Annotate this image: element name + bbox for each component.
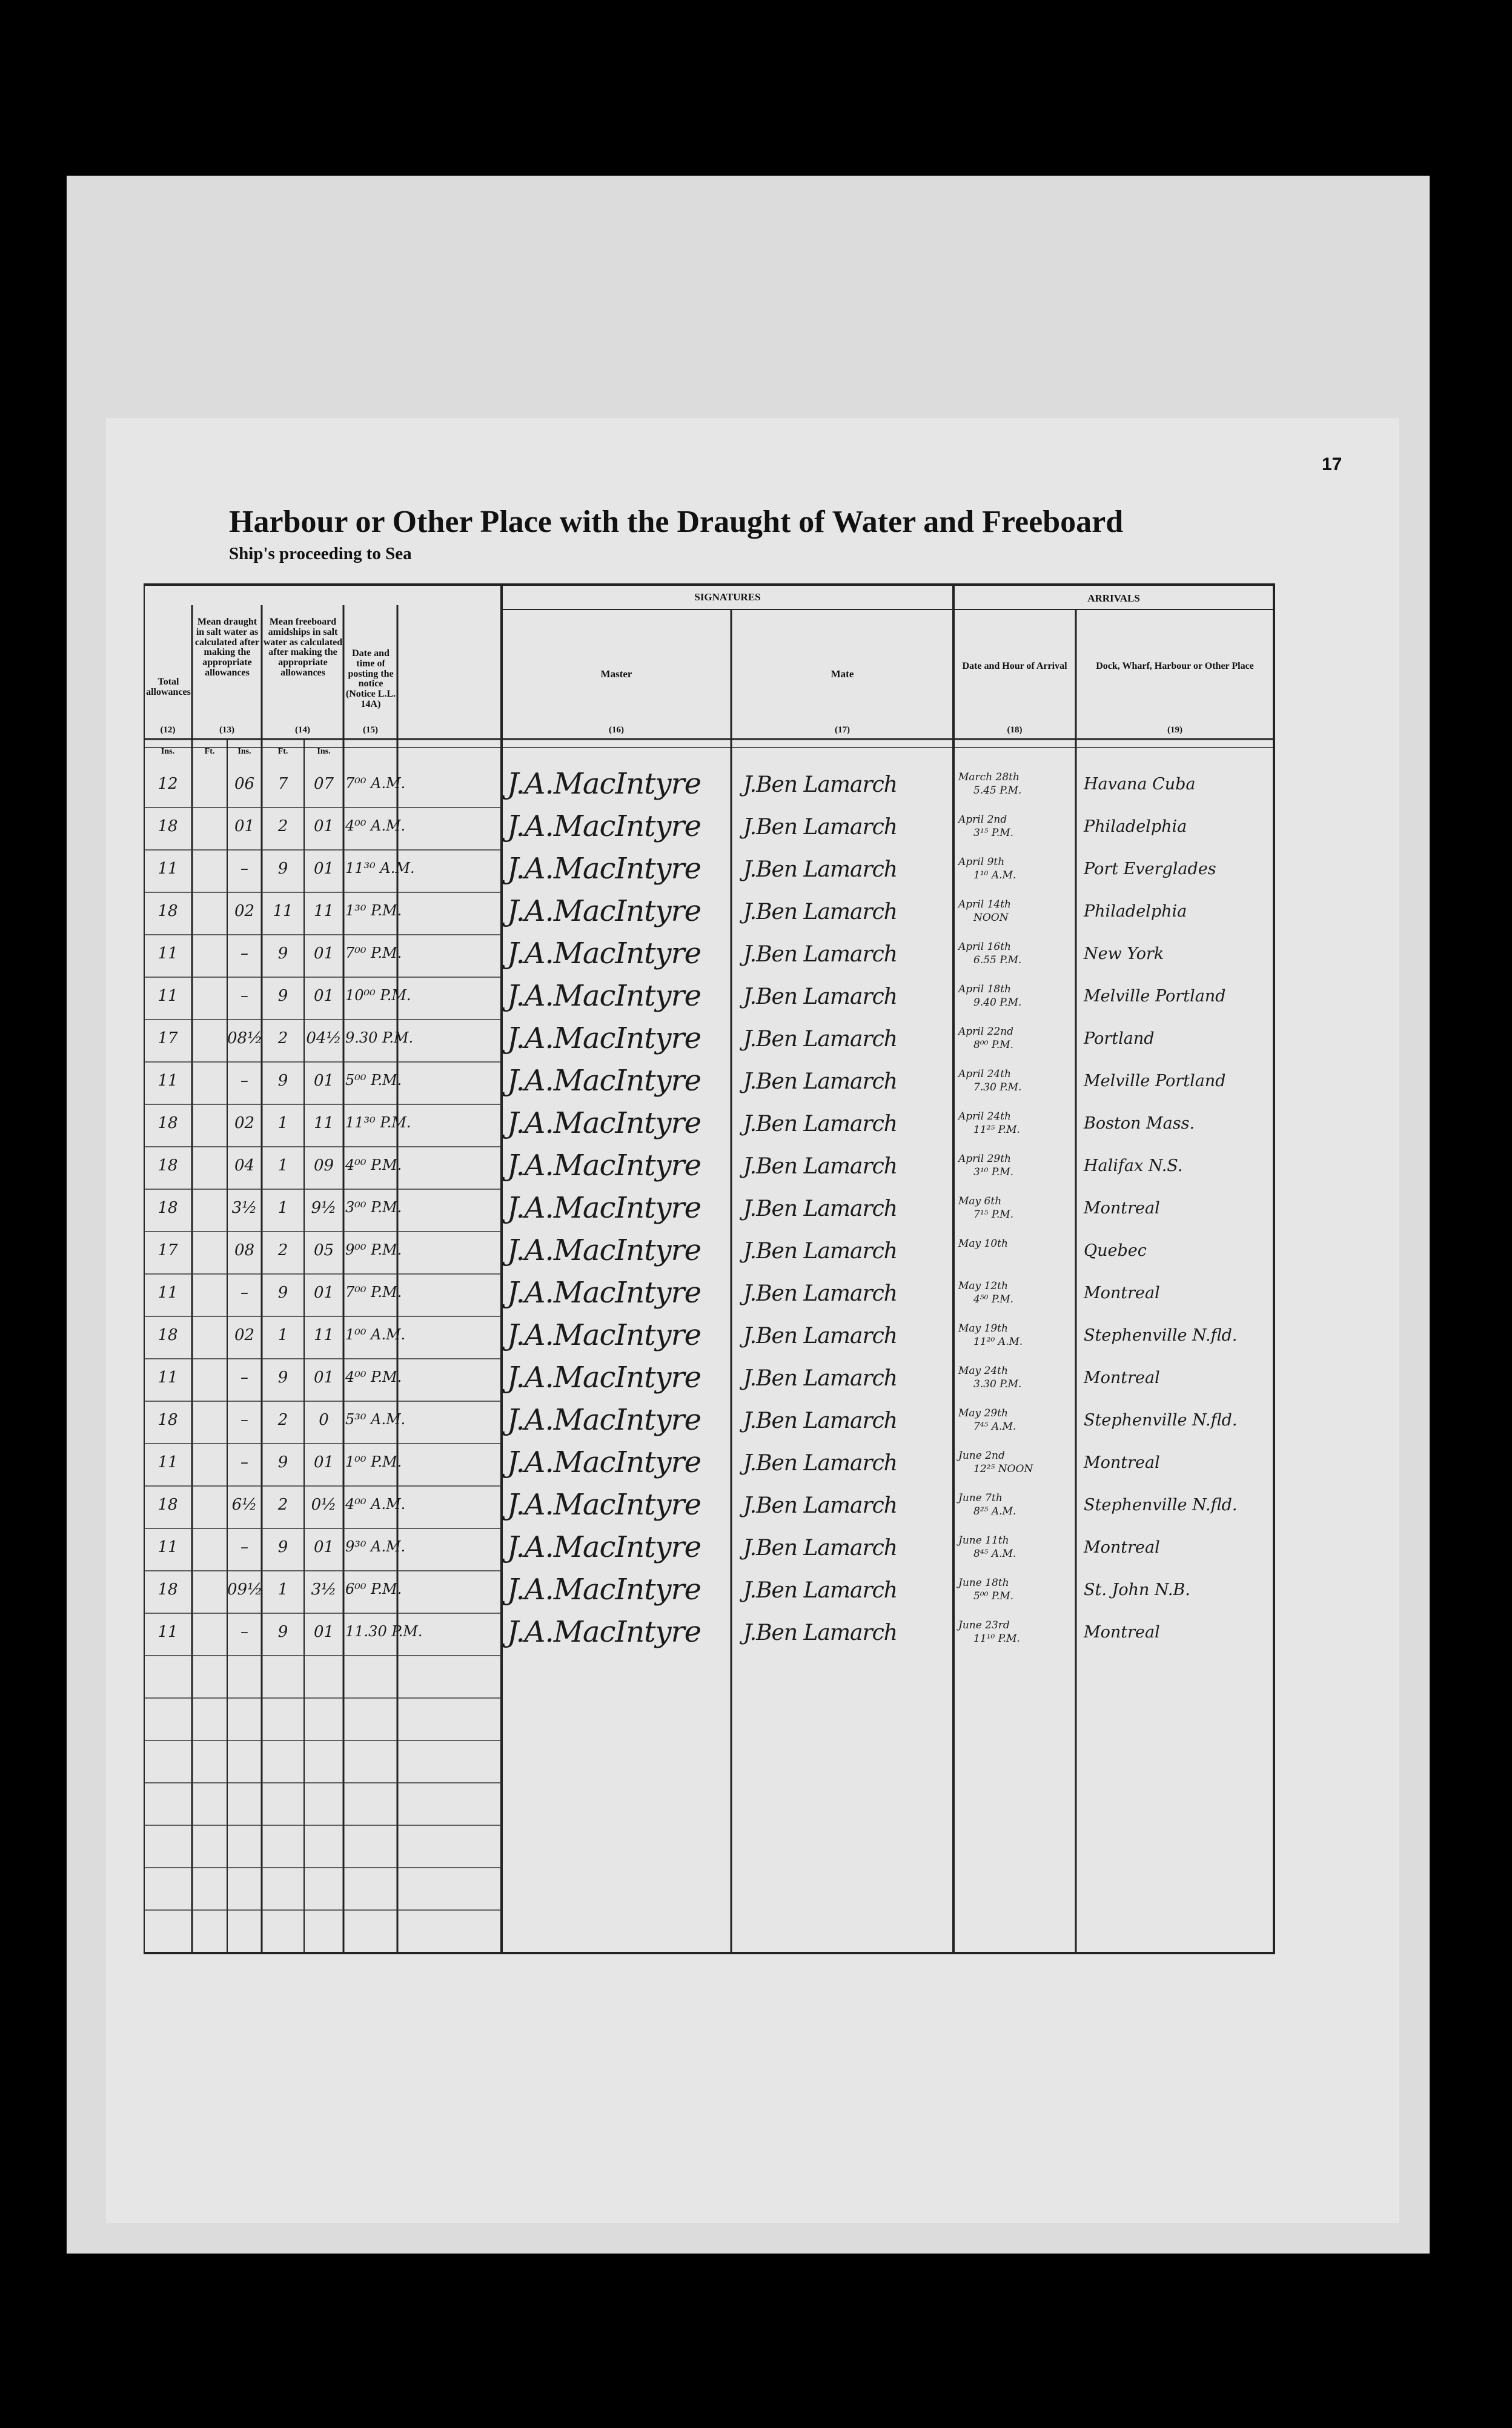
master-signature: J.A.MacIntyre (507, 1573, 701, 1607)
freeboard-ft-cell: 9 (277, 987, 288, 1005)
arrival-place-cell: Montreal (1084, 1453, 1160, 1472)
draught-cell: – (240, 1453, 248, 1471)
column-number: (19) (1167, 725, 1182, 735)
freeboard-ins-cell: 0 (319, 1411, 329, 1429)
arrival-date-cell: May 19th (958, 1322, 1008, 1335)
mate-signature: J.Ben Lamarch (743, 1620, 897, 1645)
arrival-place-cell: Havana Cuba (1084, 775, 1196, 794)
freeboard-ins-cell: 11 (313, 1326, 334, 1344)
freeboard-ins-cell: 01 (313, 860, 334, 878)
master-header: Master (600, 668, 632, 680)
page-title: Harbour or Other Place with the Draught of Water and Freeboard (229, 505, 1124, 539)
posting-time-cell: 9⁰⁰ P.M. (345, 1241, 402, 1258)
posting-time-cell: 4⁰⁰ P.M. (345, 1156, 402, 1173)
freeboard-ft-cell: 1 (277, 1581, 288, 1599)
total-allowances-header: Total allowances (146, 677, 191, 697)
freeboard-ft-cell: 7 (277, 775, 288, 793)
unit-label: Ins. (237, 747, 251, 756)
draught-cell: 3½ (231, 1199, 257, 1217)
posting-time-cell: 7⁰⁰ P.M. (345, 944, 402, 961)
arrival-place-cell: Quebec (1084, 1241, 1147, 1260)
draught-cell: – (240, 944, 248, 963)
arrival-date-cell: May 29th (958, 1407, 1008, 1419)
mate-signature: J.Ben Lamarch (743, 1578, 897, 1603)
signatures-header: SIGNATURES (694, 591, 761, 603)
master-signature: J.A.MacIntyre (507, 1615, 701, 1649)
master-signature: J.A.MacIntyre (507, 1021, 701, 1055)
mate-signature: J.Ben Lamarch (743, 1281, 897, 1306)
freeboard-ins-cell: 11 (313, 902, 334, 920)
master-signature: J.A.MacIntyre (507, 809, 701, 843)
arrival-date-cell: June 7th (958, 1492, 1003, 1504)
total-allowance-cell: 11 (158, 1284, 178, 1302)
arrival-hour-cell: 3¹⁰ P.M. (973, 1166, 1014, 1178)
posting-time-cell: 10⁰⁰ P.M. (345, 987, 411, 1004)
total-allowance-cell: 18 (158, 1199, 178, 1217)
freeboard-ft-cell: 1 (277, 1156, 288, 1175)
column-number: (15) (363, 725, 378, 735)
total-allowance-cell: 18 (158, 1411, 178, 1429)
master-signature: J.A.MacIntyre (507, 1106, 701, 1140)
posting-time-cell: 9.30 P.M. (345, 1029, 414, 1046)
freeboard-ins-cell: 09 (313, 1156, 334, 1175)
master-signature: J.A.MacIntyre (507, 1488, 701, 1522)
total-allowance-cell: 12 (158, 775, 178, 793)
arrival-hour-cell: 8⁴⁵ A.M. (973, 1548, 1016, 1560)
draught-cell: – (240, 1284, 248, 1302)
mate-signature: J.Ben Lamarch (743, 942, 897, 967)
freeboard-ft-cell: 9 (277, 1284, 288, 1302)
draught-cell: 08 (234, 1241, 255, 1259)
master-signature: J.A.MacIntyre (507, 1530, 701, 1564)
draught-cell: – (240, 987, 248, 1005)
arrival-hour-cell: 11²⁰ A.M. (973, 1336, 1023, 1348)
posting-time-cell: 4⁰⁰ P.M. (345, 1368, 402, 1385)
freeboard-ins-cell: 01 (313, 1623, 334, 1641)
total-allowance-cell: 17 (158, 1241, 178, 1259)
arrival-date-cell: April 22nd (958, 1026, 1014, 1038)
arrival-hour-cell: 8²⁵ A.M. (973, 1505, 1016, 1518)
arrival-date-cell: June 2nd (958, 1450, 1005, 1462)
freeboard-ins-cell: 01 (313, 1453, 334, 1471)
arrival-place-cell: Montreal (1084, 1538, 1160, 1557)
total-allowance-cell: 18 (158, 1496, 178, 1514)
freeboard-ft-cell: 9 (277, 1368, 288, 1387)
column-number: (16) (609, 725, 624, 735)
posting-time-cell: 11.30 P.M. (345, 1623, 423, 1640)
draught-cell: 08½ (227, 1029, 263, 1047)
total-allowance-cell: 11 (158, 1072, 178, 1090)
master-signature: J.A.MacIntyre (507, 1064, 701, 1098)
posting-time-cell: 5⁰⁰ P.M. (345, 1072, 402, 1089)
arrival-hour-cell: 4⁵⁰ P.M. (973, 1293, 1014, 1305)
master-signature: J.A.MacIntyre (507, 852, 701, 886)
mean-freeboard-header: Mean freeboard amidships in salt water as calculated after making the appropriate allowances (263, 617, 343, 678)
draught-cell: – (240, 1538, 248, 1556)
arrival-hour-cell: 7.30 P.M. (973, 1081, 1022, 1093)
arrival-date-cell: May 6th (958, 1195, 1002, 1207)
log-table (144, 583, 1275, 1955)
freeboard-ft-cell: 2 (277, 1241, 288, 1259)
posting-time-cell: 11³⁰ A.M. (345, 860, 415, 877)
arrival-date-cell: April 29th (958, 1153, 1011, 1165)
arrival-hour-cell: 6.55 P.M. (973, 954, 1022, 966)
freeboard-ft-cell: 1 (277, 1114, 288, 1132)
master-signature: J.A.MacIntyre (507, 1361, 701, 1395)
total-allowance-cell: 11 (158, 860, 178, 878)
arrival-date-cell: April 16th (958, 941, 1011, 953)
mate-signature: J.Ben Lamarch (743, 1112, 897, 1136)
total-allowance-cell: 11 (158, 1623, 178, 1641)
column-number: (12) (160, 725, 176, 735)
freeboard-ins-cell: 01 (313, 987, 334, 1005)
posting-time-cell: 1³⁰ P.M. (345, 902, 402, 919)
master-signature: J.A.MacIntyre (507, 1233, 701, 1267)
posting-time-cell: 4⁰⁰ A.M. (345, 1496, 406, 1513)
arrival-date-cell: April 18th (958, 983, 1011, 995)
freeboard-ins-cell: 3½ (311, 1581, 337, 1599)
freeboard-ins-cell: 01 (313, 944, 334, 963)
arrival-date-cell: April 24th (958, 1110, 1011, 1123)
mate-signature: J.Ben Lamarch (743, 1536, 897, 1561)
mate-signature: J.Ben Lamarch (743, 1239, 897, 1264)
master-signature: J.A.MacIntyre (507, 894, 701, 928)
arrival-date-cell: April 24th (958, 1068, 1011, 1080)
arrivals-header: ARRIVALS (1087, 592, 1140, 604)
master-signature: J.A.MacIntyre (507, 1445, 701, 1479)
arrival-place-cell: Halifax N.S. (1084, 1156, 1183, 1175)
draught-cell: – (240, 1623, 248, 1641)
freeboard-ft-cell: 1 (277, 1326, 288, 1344)
date-hour-arrival-header: Date and Hour of Arrival (962, 661, 1067, 671)
draught-cell: 04 (234, 1156, 255, 1175)
master-signature: J.A.MacIntyre (507, 1403, 701, 1437)
arrival-place-cell: Montreal (1084, 1199, 1160, 1218)
arrival-hour-cell: 7¹⁵ P.M. (973, 1209, 1014, 1221)
draught-cell: – (240, 1368, 248, 1387)
total-allowance-cell: 17 (158, 1029, 178, 1047)
freeboard-ft-cell: 2 (277, 1496, 288, 1514)
freeboard-ins-cell: 0½ (311, 1496, 337, 1514)
freeboard-ft-cell: 9 (277, 1623, 288, 1641)
arrival-place-cell: Portland (1084, 1029, 1155, 1048)
mate-signature: J.Ben Lamarch (743, 1493, 897, 1518)
arrival-place-cell: Stephenville N.fld. (1084, 1326, 1238, 1345)
total-allowance-cell: 18 (158, 1581, 178, 1599)
arrival-hour-cell: 3¹⁵ P.M. (973, 827, 1014, 839)
mate-signature: J.Ben Lamarch (743, 984, 897, 1009)
column-number: (18) (1007, 725, 1023, 735)
arrival-date-cell: June 23rd (958, 1619, 1010, 1631)
arrival-hour-cell: 8⁰⁰ P.M. (973, 1039, 1014, 1051)
arrival-date-cell: April 2nd (958, 814, 1007, 826)
mate-signature: J.Ben Lamarch (743, 1366, 897, 1391)
draught-cell: 6½ (231, 1496, 257, 1514)
master-signature: J.A.MacIntyre (507, 1191, 701, 1225)
arrival-place-cell: Melville Portland (1084, 1072, 1226, 1090)
arrival-date-cell: April 9th (958, 856, 1005, 868)
draught-cell: 01 (234, 817, 255, 835)
posting-time-cell: 7⁰⁰ A.M. (345, 775, 406, 792)
freeboard-ins-cell: 01 (313, 1072, 334, 1090)
freeboard-ft-cell: 2 (277, 817, 288, 835)
arrival-place-cell: Stephenville N.fld. (1084, 1411, 1238, 1430)
freeboard-ft-cell: 9 (277, 1538, 288, 1556)
arrival-date-cell: June 18th (958, 1577, 1009, 1589)
total-allowance-cell: 18 (158, 817, 178, 835)
arrival-hour-cell: 1¹⁰ A.M. (973, 869, 1016, 881)
arrival-date-cell: May 10th (958, 1238, 1008, 1250)
dock-wharf-header: Dock, Wharf, Harbour or Other Place (1096, 661, 1254, 671)
unit-label: Ins. (161, 747, 175, 756)
arrival-date-cell: April 14th (958, 898, 1011, 910)
total-allowance-cell: 11 (158, 1538, 178, 1556)
arrival-place-cell: Montreal (1084, 1623, 1160, 1642)
posting-time-cell: 3⁰⁰ P.M. (345, 1199, 402, 1216)
master-signature: J.A.MacIntyre (507, 937, 701, 970)
arrival-place-cell: Philadelphia (1084, 902, 1187, 921)
posting-time-cell: 7⁰⁰ P.M. (345, 1284, 402, 1301)
arrival-hour-cell: 7⁴⁵ A.M. (973, 1421, 1016, 1433)
arrival-hour-cell: 12²⁵ NOON (973, 1463, 1033, 1475)
total-allowance-cell: 11 (158, 987, 178, 1005)
total-allowance-cell: 11 (158, 944, 178, 963)
freeboard-ft-cell: 11 (273, 902, 293, 920)
mate-signature: J.Ben Lamarch (743, 1451, 897, 1476)
arrival-hour-cell: 5.45 P.M. (973, 784, 1022, 797)
draught-cell: 09½ (227, 1581, 263, 1599)
posting-time-cell: 1⁰⁰ P.M. (345, 1453, 402, 1470)
freeboard-ins-cell: 9½ (311, 1199, 337, 1217)
arrival-place-cell: Philadelphia (1084, 817, 1187, 836)
arrival-hour-cell: NOON (973, 912, 1009, 924)
posting-time-cell: 11³⁰ P.M. (345, 1114, 411, 1131)
arrival-hour-cell: 9.40 P.M. (973, 997, 1022, 1009)
draught-cell: – (240, 860, 248, 878)
mate-signature: J.Ben Lamarch (743, 1324, 897, 1348)
draught-cell: 02 (234, 1114, 255, 1132)
master-signature: J.A.MacIntyre (507, 1318, 701, 1352)
mate-signature: J.Ben Lamarch (743, 900, 897, 924)
master-signature: J.A.MacIntyre (507, 767, 701, 801)
column-number: (14) (295, 725, 310, 735)
arrival-date-cell: June 11th (958, 1534, 1009, 1547)
arrival-place-cell: Boston Mass. (1084, 1114, 1195, 1133)
freeboard-ft-cell: 2 (277, 1029, 288, 1047)
total-allowance-cell: 18 (158, 902, 178, 920)
freeboard-ft-cell: 1 (277, 1199, 288, 1217)
mate-signature: J.Ben Lamarch (743, 1154, 897, 1179)
mate-signature: J.Ben Lamarch (743, 857, 897, 882)
total-allowance-cell: 18 (158, 1114, 178, 1132)
mate-signature: J.Ben Lamarch (743, 1069, 897, 1094)
arrival-place-cell: Montreal (1084, 1284, 1160, 1302)
arrival-place-cell: Port Everglades (1084, 860, 1216, 878)
freeboard-ft-cell: 9 (277, 1453, 288, 1471)
freeboard-ins-cell: 04½ (306, 1029, 342, 1047)
total-allowance-cell: 18 (158, 1156, 178, 1175)
master-signature: J.A.MacIntyre (507, 1276, 701, 1310)
freeboard-ins-cell: 01 (313, 1538, 334, 1556)
mate-header: Mate (831, 668, 854, 680)
total-allowance-cell: 11 (158, 1368, 178, 1387)
arrival-hour-cell: 11²⁵ P.M. (973, 1124, 1020, 1136)
arrival-place-cell: St. John N.B. (1084, 1581, 1190, 1599)
arrival-hour-cell: 5⁰⁰ P.M. (973, 1590, 1014, 1602)
arrival-hour-cell: 3.30 P.M. (973, 1378, 1022, 1390)
draught-cell: 02 (234, 1326, 255, 1344)
mate-signature: J.Ben Lamarch (743, 772, 897, 797)
date-time-posting-header: Date and time of posting the notice (Notice L.L. 14A) (345, 648, 396, 709)
arrival-place-cell: Stephenville N.fld. (1084, 1496, 1238, 1514)
mate-signature: J.Ben Lamarch (743, 815, 897, 840)
freeboard-ft-cell: 2 (277, 1411, 288, 1429)
mate-signature: J.Ben Lamarch (743, 1408, 897, 1433)
total-allowance-cell: 11 (158, 1453, 178, 1471)
freeboard-ft-cell: 9 (277, 860, 288, 878)
arrival-date-cell: March 28th (958, 771, 1020, 783)
arrival-place-cell: Montreal (1084, 1368, 1160, 1387)
draught-cell: 02 (234, 902, 255, 920)
freeboard-ins-cell: 07 (313, 775, 334, 793)
page-subtitle: Ship's proceeding to Sea (229, 544, 412, 563)
draught-cell: 06 (234, 775, 255, 793)
mate-signature: J.Ben Lamarch (743, 1027, 897, 1052)
unit-label: Ft. (277, 747, 288, 756)
arrival-date-cell: May 24th (958, 1365, 1008, 1377)
posting-time-cell: 4⁰⁰ A.M. (345, 817, 406, 834)
posting-time-cell: 5³⁰ A.M. (345, 1411, 406, 1428)
master-signature: J.A.MacIntyre (507, 979, 701, 1013)
arrival-hour-cell: 11¹⁰ P.M. (973, 1633, 1020, 1645)
posting-time-cell: 6⁰⁰ P.M. (345, 1581, 402, 1597)
draught-cell: – (240, 1072, 248, 1090)
unit-label: Ins. (317, 747, 331, 756)
freeboard-ins-cell: 05 (313, 1241, 334, 1259)
draught-cell: – (240, 1411, 248, 1429)
total-allowance-cell: 18 (158, 1326, 178, 1344)
posting-time-cell: 1⁰⁰ A.M. (345, 1326, 406, 1343)
arrival-place-cell: Melville Portland (1084, 987, 1226, 1006)
unit-label: Ft. (204, 747, 215, 756)
posting-time-cell: 9³⁰ A.M. (345, 1538, 406, 1555)
freeboard-ins-cell: 01 (313, 817, 334, 835)
freeboard-ins-cell: 11 (313, 1114, 334, 1132)
column-number: (17) (835, 725, 850, 735)
mean-draught-header: Mean draught in salt water as calculated after making the appropriate allowances (194, 617, 260, 678)
arrival-place-cell: New York (1084, 944, 1164, 963)
freeboard-ins-cell: 01 (313, 1284, 334, 1302)
master-signature: J.A.MacIntyre (507, 1149, 701, 1182)
freeboard-ft-cell: 9 (277, 1072, 288, 1090)
mate-signature: J.Ben Lamarch (743, 1196, 897, 1221)
freeboard-ins-cell: 01 (313, 1368, 334, 1387)
freeboard-ft-cell: 9 (277, 944, 288, 963)
arrival-date-cell: May 12th (958, 1280, 1008, 1292)
page-number: 17 (1322, 454, 1342, 474)
column-number: (13) (219, 725, 234, 735)
